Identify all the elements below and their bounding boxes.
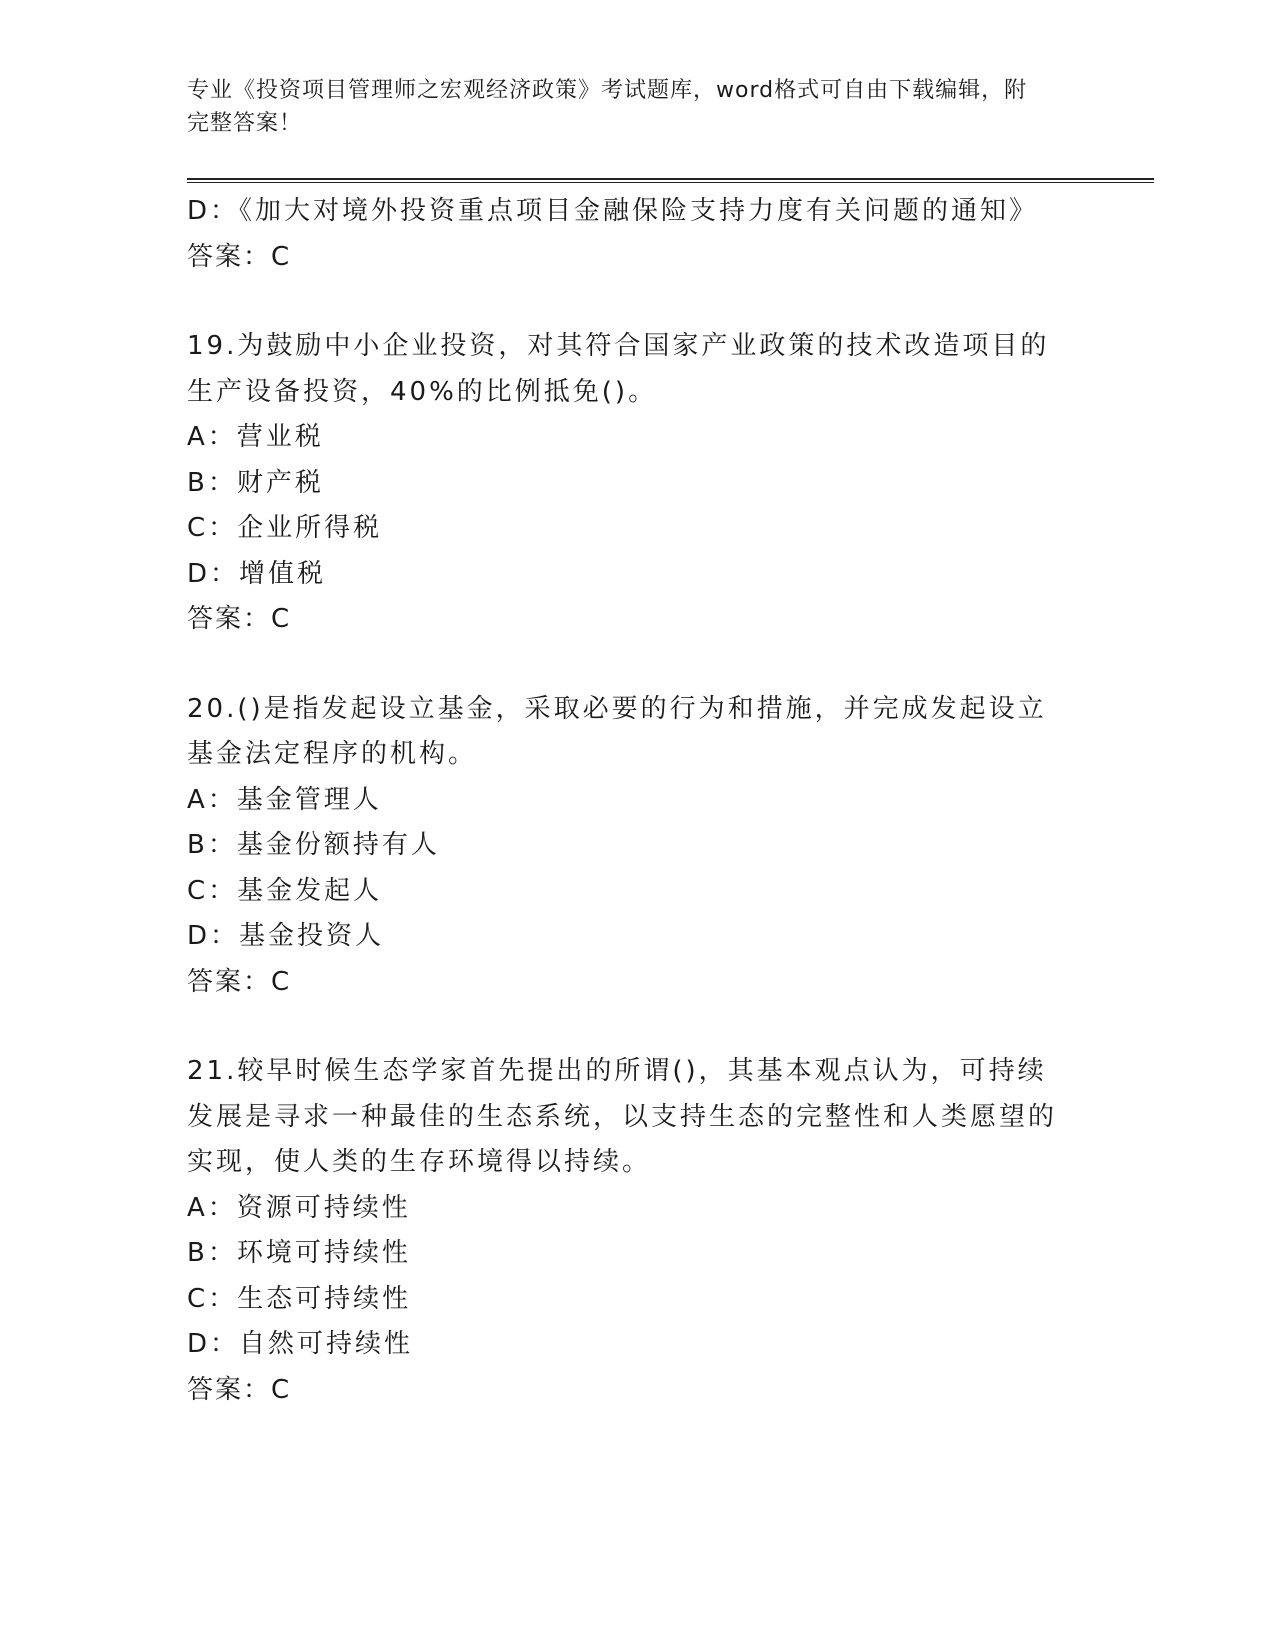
option-a: A：基金管理人	[187, 784, 382, 815]
continued-answer: 答案：C	[187, 241, 292, 272]
answer-line: 答案：C	[187, 1374, 292, 1405]
option-b: B：基金份额持有人	[187, 830, 440, 860]
question-stem: 20.()是指发起设立基金，采取必要的行为和措施，并完成发起设立基金法定程序的机构。	[187, 693, 1047, 769]
answer-line: 答案：C	[187, 604, 292, 634]
page-header: 专业《投资项目管理师之宏观经济政策》考试题库，word格式可自由下载编辑，附完整答案！	[187, 78, 1028, 136]
option-d: D：增值税	[187, 558, 327, 589]
question-content	[187, 189, 1087, 1413]
option-a: A：营业税	[187, 422, 324, 452]
option-a: A：资源可持续性	[187, 1192, 411, 1223]
header-divider-thin	[187, 182, 1154, 183]
option-c: C：企业所得税	[187, 513, 383, 543]
question-stem: 19.为鼓励中小企业投资，对其符合国家产业政策的技术改造项目的生产设备投资，40%的比例抵免()。	[187, 331, 1050, 407]
question-block-19	[187, 324, 1087, 643]
continued-option-d: D：《加大对境外投资重点项目金融保险支持力度有关问题的通知》	[187, 196, 1039, 226]
question-block-21	[187, 1049, 1087, 1413]
option-c: C：生态可持续性	[187, 1283, 412, 1314]
answer-line: 答案：C	[187, 966, 292, 997]
option-c: C：基金发起人	[187, 875, 383, 906]
question-stem: 21.较早时候生态学家首先提出的所谓()，其基本观点认为，可持续发展是寻求一种最佳的生态系统，以支持生态的完整性和人类愿望的实现，使人类的生存环境得以持续。	[187, 1056, 1058, 1177]
header-divider-thick	[187, 178, 1154, 180]
option-b: B：环境可持续性	[187, 1238, 411, 1268]
question-block-20	[187, 687, 1087, 1006]
option-d: D：自然可持续性	[187, 1329, 414, 1359]
option-d: D：基金投资人	[187, 921, 385, 951]
option-b: B：财产税	[187, 467, 324, 498]
